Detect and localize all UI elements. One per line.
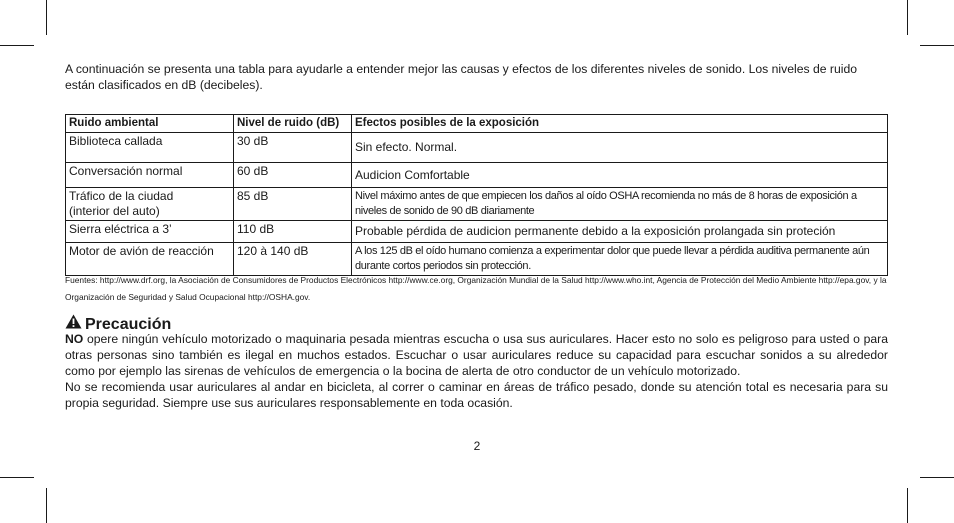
table-row	[66, 188, 888, 221]
intro-paragraph: A continuación se presenta una tabla para ayudarle a entender mejor las causas y efectos de los diferentes niveles de sonido. Los niveles de ruido están clasificados en dB (decibeles).	[65, 62, 858, 92]
effect-cell: Nivel máximo antes de que empiecen los daños al oído OSHA recomienda no más de 8 horas de exposición a niveles de sonido de 90 dB diariamente	[352, 188, 888, 221]
warning-paragraph-1-text: opere ningún vehículo motorizado o maquinaria pesada mientras escucha o usa sus auriculares. Hacer esto no solo es peligroso para usted o para otras personas sino también es ilegal en muchos estados. Escuchar o usar auriculares reduce su capacidad para escuchar sonidos a su alrededor como por ejemplo las sirenas de vehículos de emergencia o la bocina de alerta de otro conductor de un vehículo motorizado.	[65, 332, 888, 378]
noise-level-table	[65, 114, 888, 276]
warning-paragraph-2: No se recomienda usar auriculares al andar en bicicleta, al correr o caminar en áreas de tráfico pesado, donde su atención total es necesaria para su propia seguridad. Siempre use sus auriculares responsablemente en toda ocasión.	[65, 380, 888, 410]
ambient-cell: Motor de avión de reacción	[66, 243, 234, 276]
table-row	[66, 221, 888, 243]
page-number: 2	[473, 439, 481, 453]
level-cell: 60 dB	[234, 163, 352, 188]
effect-cell: Probable pérdida de audicion permanente debido a la exposición prolangada sin proteción	[352, 221, 888, 243]
table-row	[66, 133, 888, 163]
crop-mark-bottom-right-vertical	[907, 488, 908, 523]
sources-note: Fuentes: http://www.drf.org, la Asociación de Consumidores de Productos Electrónicos http://www.ce.org, Organización Mundial de la Salud http://www.who.int, Agencia de Protección del Medio Ambiente http://epa.gov, y la Organización de Seguridad y Salud Ocupacional http://OSHA.gov.	[65, 275, 887, 302]
table-header-row	[66, 115, 888, 133]
level-cell: 110 dB	[234, 221, 352, 243]
header-noise-level: Nivel de ruido (dB)	[234, 115, 352, 133]
effect-cell: A los 125 dB el oído humano comienza a experimentar dolor que puede llevar a pérdida auditiva permanente aún durante cortos periodos sin protección.	[352, 243, 888, 276]
table-row	[66, 243, 888, 276]
crop-mark-bottom-right-horizontal	[920, 477, 954, 478]
crop-mark-top-right-vertical	[907, 0, 908, 35]
warning-body	[65, 331, 888, 411]
effect-cell: Audicion Comfortable	[352, 163, 888, 188]
ambient-line-1: Tráfico de la ciudad	[69, 189, 174, 203]
level-cell: 30 dB	[234, 133, 352, 163]
level-cell: 85 dB	[234, 188, 352, 221]
crop-mark-top-left-horizontal	[0, 45, 34, 46]
level-cell: 120 à 140 dB	[234, 243, 352, 276]
ambient-cell: Sierra eléctrica a 3’	[66, 221, 234, 243]
crop-mark-top-left-vertical	[46, 0, 47, 35]
crop-mark-bottom-left-vertical	[46, 488, 47, 523]
header-ambient-noise: Ruido ambiental	[66, 115, 234, 133]
warning-title: Precaución	[85, 315, 172, 333]
ambient-cell	[66, 188, 234, 221]
crop-mark-top-right-horizontal	[920, 45, 954, 46]
header-effects: Efectos posibles de la exposición	[352, 115, 888, 133]
warning-no-label: NO	[65, 332, 84, 346]
table-row	[66, 163, 888, 188]
ambient-cell: Conversación normal	[66, 163, 234, 188]
ambient-cell: Biblioteca callada	[66, 133, 234, 163]
effect-cell: Sin efecto. Normal.	[352, 133, 888, 163]
crop-mark-bottom-left-horizontal	[0, 477, 34, 478]
ambient-line-2: (interior del auto)	[69, 204, 160, 218]
warning-paragraph-1	[65, 331, 888, 379]
